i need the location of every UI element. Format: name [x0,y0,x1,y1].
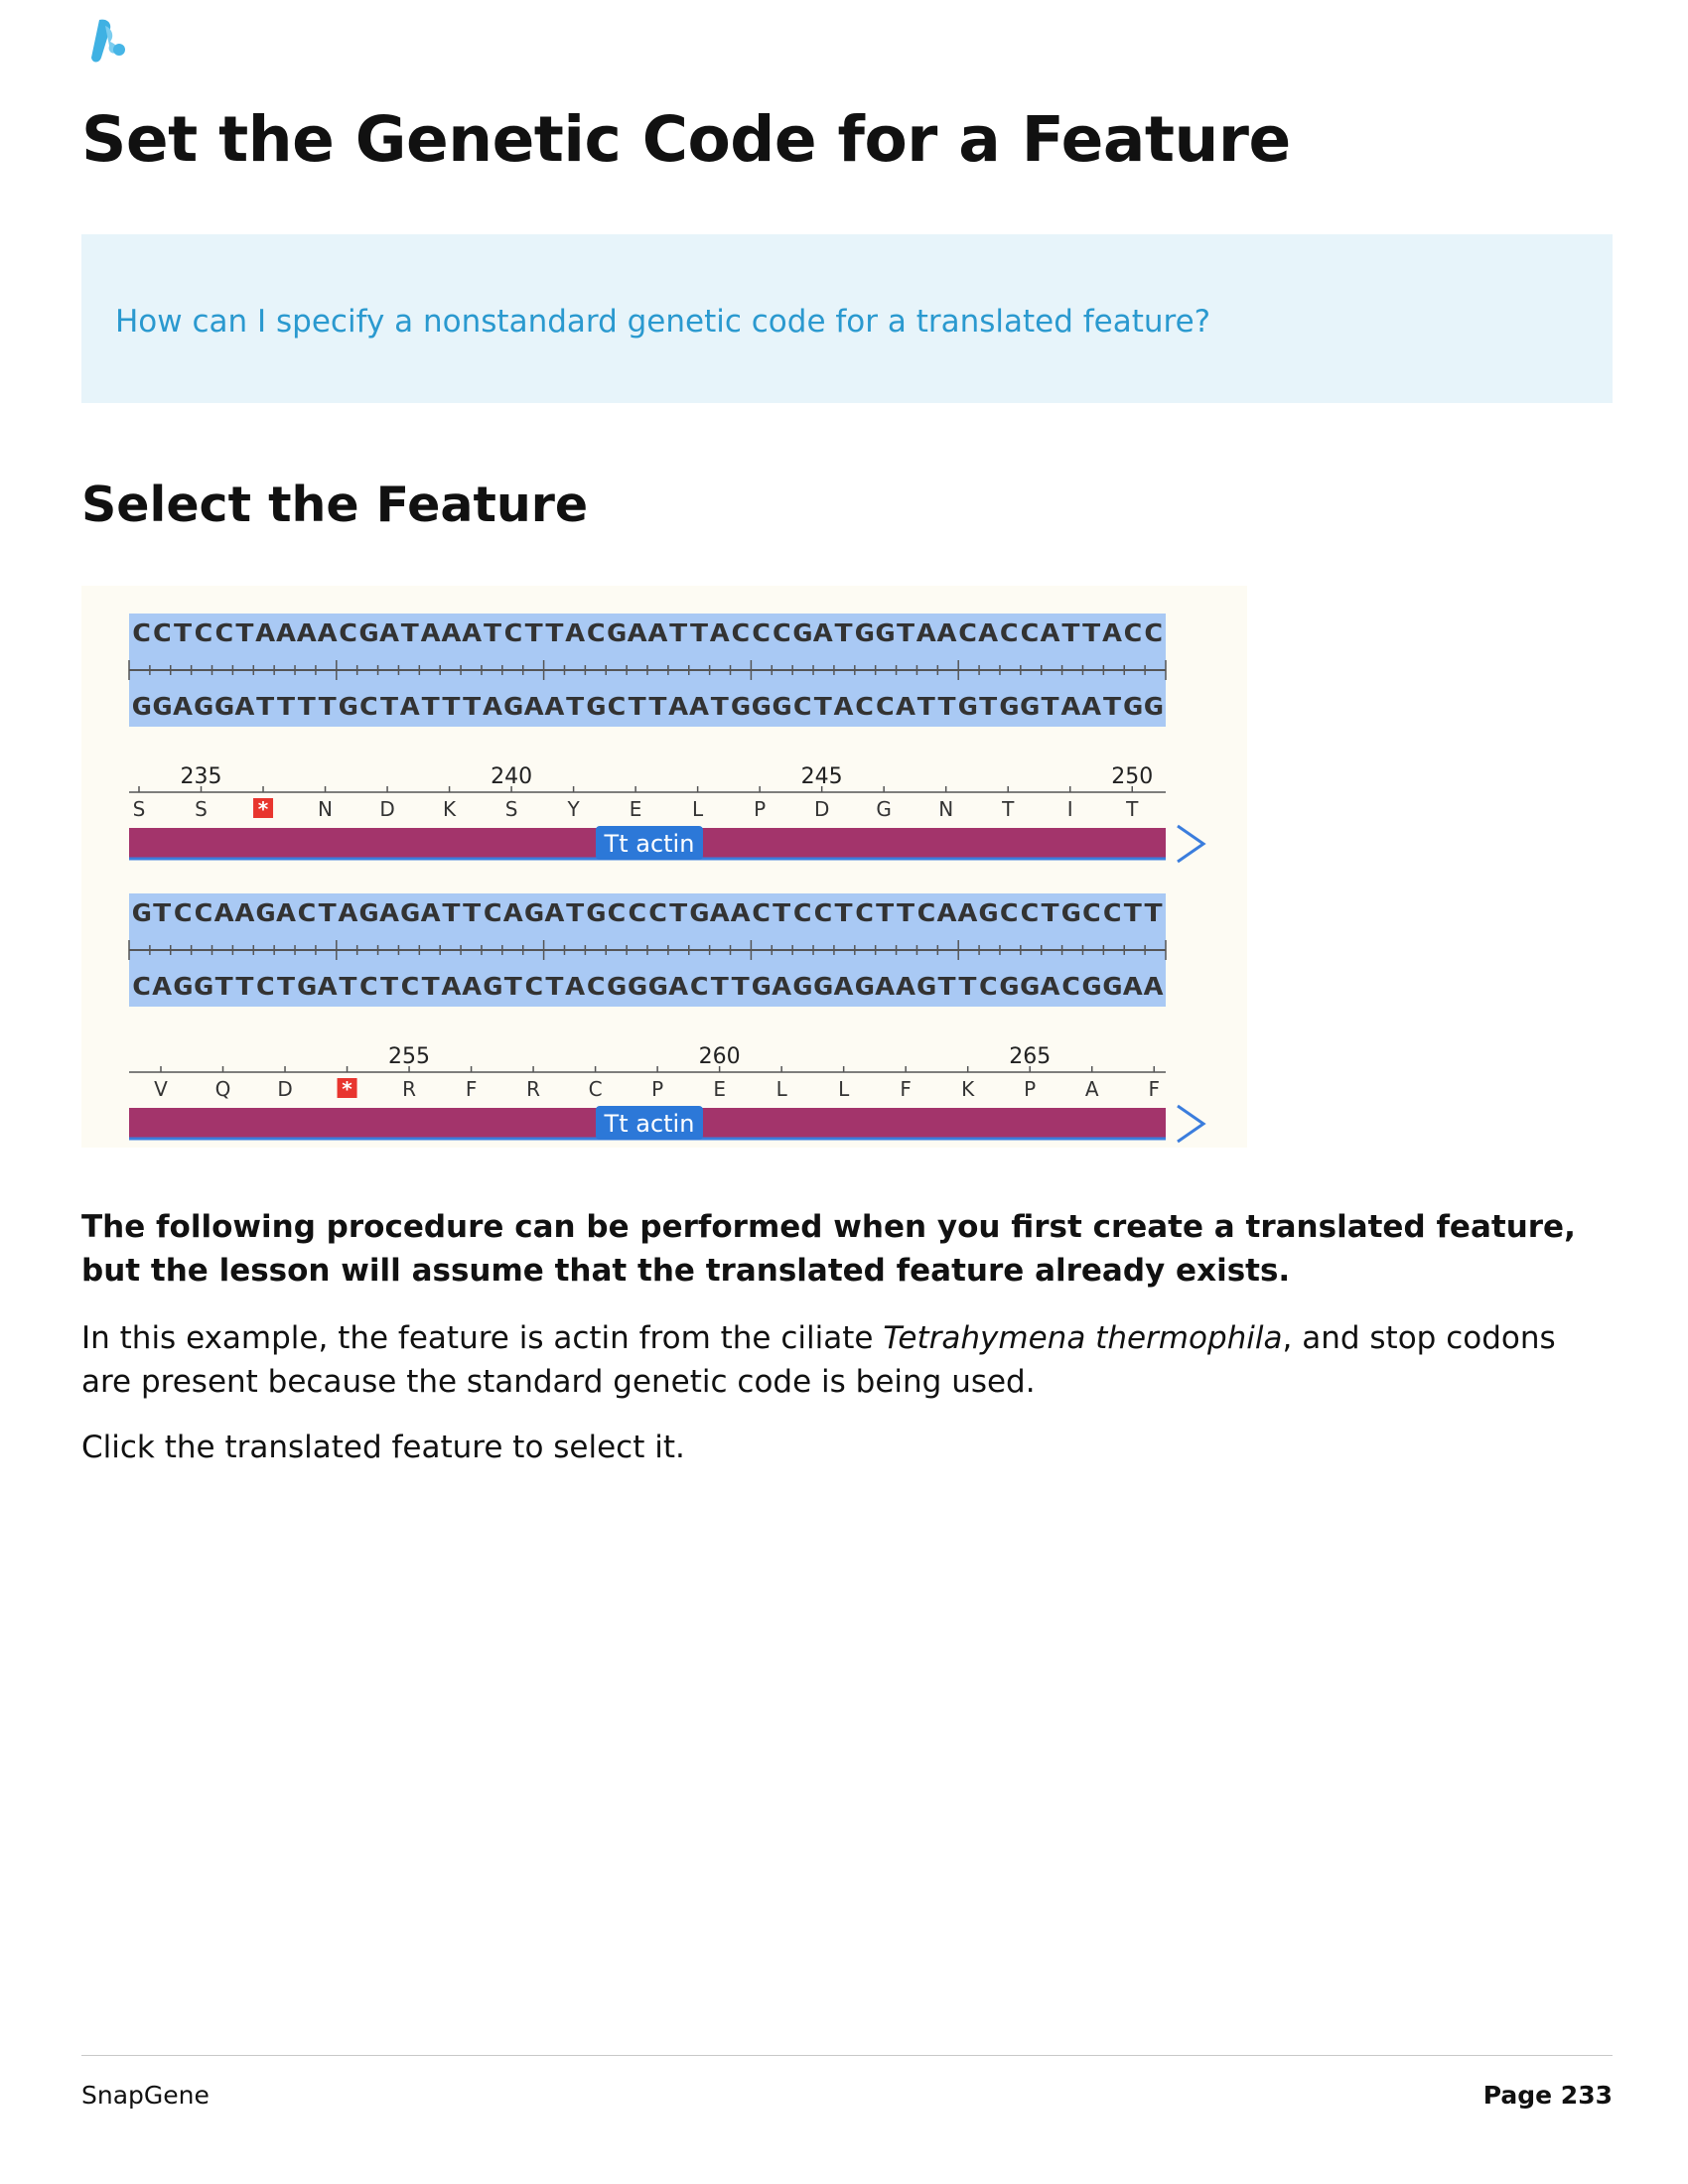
footer-divider [81,2055,1613,2056]
amino-acid: T [1002,797,1015,821]
amino-acid: K [443,797,457,821]
amino-acid: I [1066,797,1073,821]
amino-acid: D [813,797,830,821]
question-callout [81,234,1613,403]
footer-brand: SnapGene [81,2081,210,2110]
amino-acid: T [1126,797,1139,821]
position-number: 245 [800,764,843,789]
position-number: 250 [1111,764,1154,789]
amino-acid: L [775,1077,787,1101]
sequence-map-figure [81,586,1247,1148]
amino-acid: S [504,797,518,821]
position-number: 260 [698,1044,741,1069]
amino-acid: N [318,797,334,821]
amino-acid: D [379,797,395,821]
example-paragraph [81,1316,1611,1404]
amino-acid: P [754,797,767,821]
amino-acid: P [1024,1077,1037,1101]
amino-acid: A [1084,1077,1099,1101]
organism-name: Tetrahymena thermophila [883,1320,1283,1356]
top-strand: CCTCCTAAAACGATAAATCTTACGAATTACCCGATGGTAACACCATTACC [131,618,1164,647]
amino-acid: F [900,1077,912,1101]
bottom-strand: GGAGGATTTTGCTATTTAGAATGCTTAATGGGCTACCATTGTGGTAATGG [131,692,1164,721]
amino-acid: L [838,1077,850,1101]
direction-arrow-icon [1178,826,1203,862]
example-text-after: , and stop codons are present because the standard genetic code is being used. [81,1320,1556,1400]
amino-acid: R [526,1077,541,1101]
stop-codon-symbol: * [342,1077,352,1101]
amino-acid: Q [214,1077,231,1101]
amino-acid: E [629,797,642,821]
amino-acid: S [132,797,146,821]
feature-label: Tt actin [604,830,695,858]
position-number: 265 [1009,1044,1052,1069]
instruction-paragraph: Click the translated feature to select it. [81,1430,685,1465]
amino-acid: E [713,1077,726,1101]
feature-label: Tt actin [604,1110,695,1138]
amino-acid: L [692,797,704,821]
amino-acid: V [154,1077,168,1101]
bottom-strand: CAGGTTCTGATCTCTAAGTCTACGGGACTTGAGGAGAAGTTCGGACGGAA [131,972,1164,1001]
procedure-note: The following procedure can be performed when you first create a translated feature, but the lesson will assume that the translated feature already exists. [81,1209,1576,1289]
snapgene-logo-icon [79,14,135,69]
amino-acid: G [876,797,892,821]
example-text-before: In this example, the feature is actin from the ciliate [81,1320,884,1356]
amino-acid: Y [567,797,580,821]
amino-acid: C [588,1077,603,1101]
amino-acid: D [277,1077,293,1101]
page-title: Set the Genetic Code for a Feature [81,103,1291,176]
page-number: Page 233 [1482,2081,1613,2110]
direction-arrow-icon [1178,1106,1203,1142]
amino-acid: S [195,797,208,821]
amino-acid: F [1148,1077,1160,1101]
amino-acid: N [938,797,954,821]
position-number: 255 [388,1044,431,1069]
position-number: 235 [180,764,222,789]
sequence-map [81,586,1247,1148]
amino-acid: R [402,1077,417,1101]
callout-text: How can I specify a nonstandard genetic code for a translated feature? [115,304,1211,340]
section-heading: Select the Feature [81,477,589,533]
stop-codon-symbol: * [257,797,269,821]
position-number: 240 [491,764,533,789]
amino-acid: K [961,1077,975,1101]
amino-acid: F [465,1077,478,1101]
amino-acid: P [651,1077,664,1101]
top-strand: GTCCAAGACTAGAGATTCAGATGCCCTGAACTCCTCTTCAAGCCTGCCTT [131,898,1164,927]
